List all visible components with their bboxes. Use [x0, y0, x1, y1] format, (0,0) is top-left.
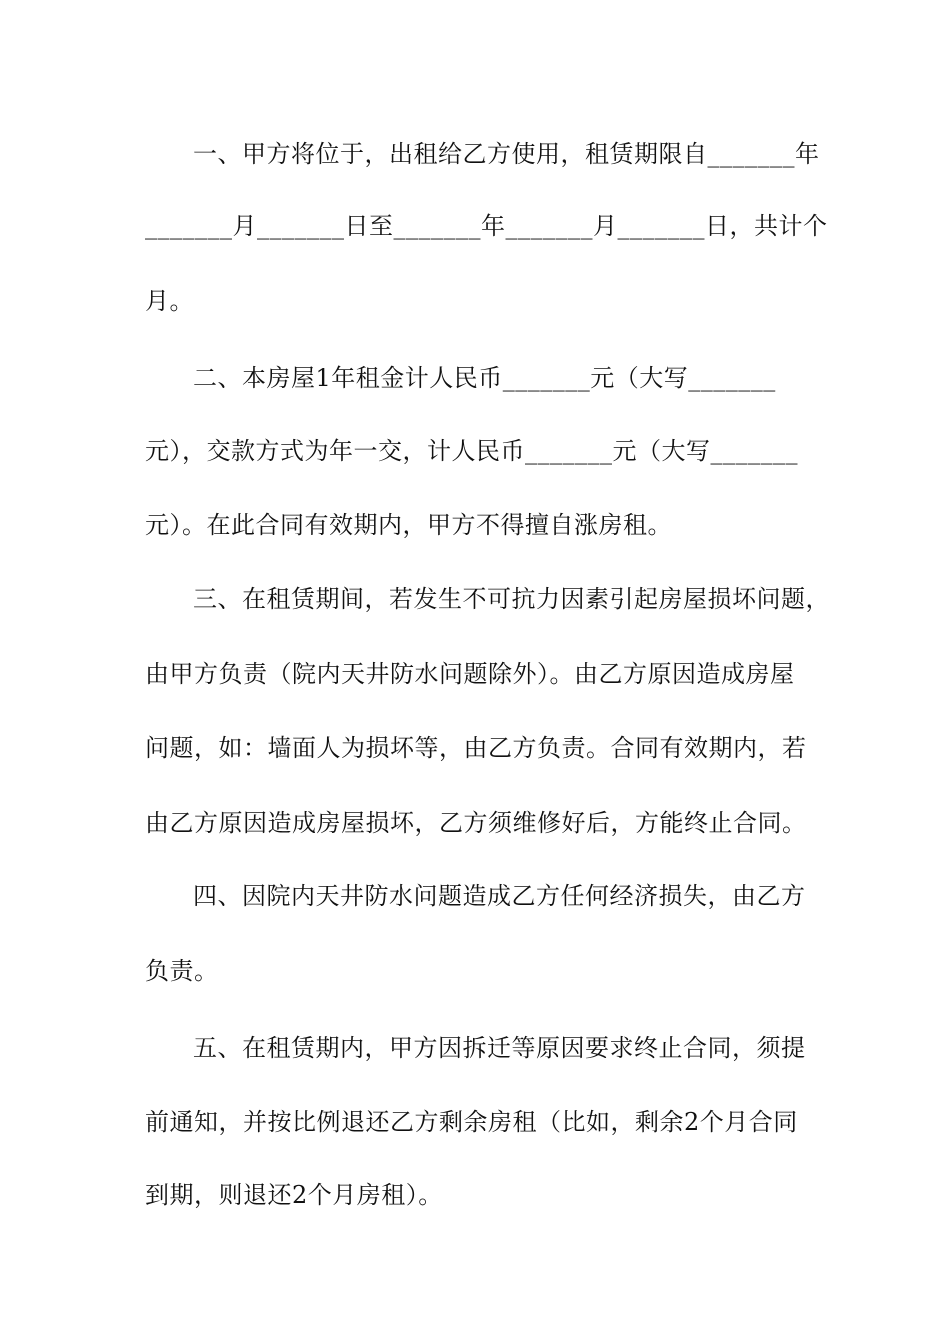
clause-4-line-2: 负责。 [145, 957, 219, 985]
clause-3-line-1: 三、在租赁期间，若发生不可抗力因素引起房屋损坏问题， [193, 585, 830, 613]
clause-2-line-2: 元），交款方式为年一交，计人民币_______元（大写_______ [145, 437, 798, 465]
clause-1-line-1: 一、甲方将位于，出租给乙方使用，租赁期限自_______年 [193, 140, 820, 168]
clause-3-line-3: 问题，如：墙面人为损坏等，由乙方负责。合同有效期内，若 [145, 734, 807, 762]
clause-5-line-3: 到期，则退还2个月房租）。 [145, 1181, 443, 1209]
clause-5-line-2: 前通知，并按比例退还乙方剩余房租（比如，剩余2个月合同 [145, 1108, 798, 1136]
clause-3-line-2: 由甲方负责（院内天井防水问题除外）。由乙方原因造成房屋 [145, 660, 795, 688]
clause-4-line-1: 四、因院内天井防水问题造成乙方任何经济损失，由乙方 [193, 882, 806, 910]
clause-1-line-2: _______月_______日至_______年_______月_______日，共计个 [145, 212, 828, 240]
clause-2-line-3: 元）。在此合同有效期内，甲方不得擅自涨房租。 [145, 511, 672, 539]
clause-2-line-1: 二、本房屋1年租金计人民币_______元（大写_______ [193, 364, 776, 392]
clause-3-line-4: 由乙方原因造成房屋损坏，乙方须维修好后，方能终止合同。 [145, 809, 807, 837]
clause-5-line-1: 五、在租赁期内，甲方因拆迁等原因要求终止合同，须提 [193, 1034, 806, 1062]
clause-1-line-3: 月。 [145, 287, 194, 315]
